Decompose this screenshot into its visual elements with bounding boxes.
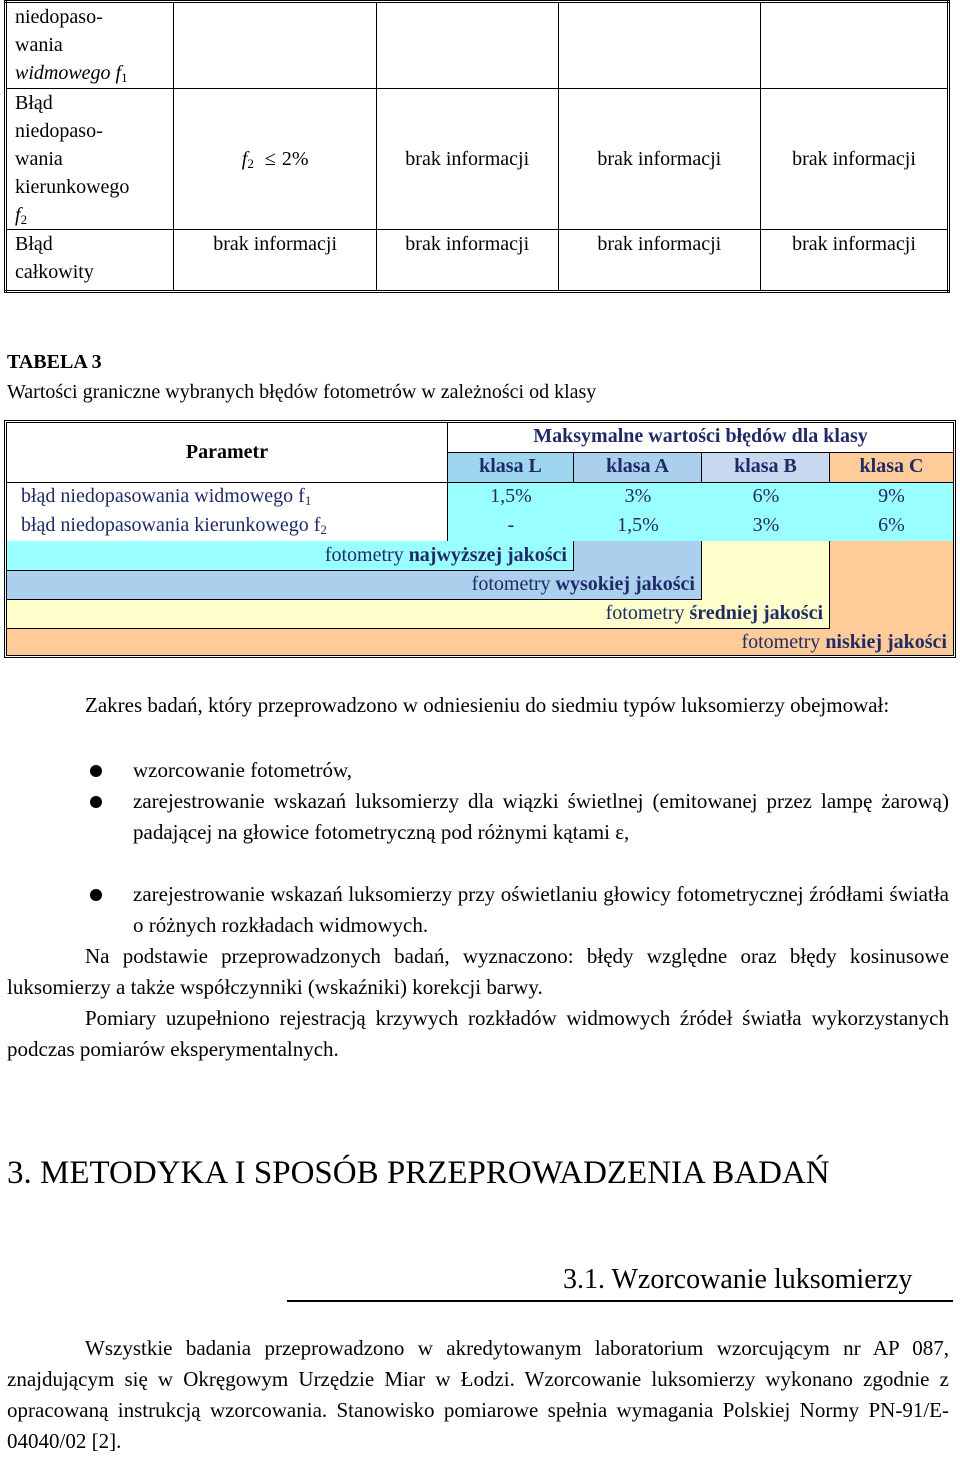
row-1-class-c (830, 483, 953, 512)
table-2-fragment (4, 0, 950, 293)
cell-value: brak informacji (405, 148, 530, 170)
label-line: f (15, 204, 21, 226)
row-1-class-b (702, 483, 830, 512)
table-row (6, 2, 949, 89)
quality-text: fotometry (741, 631, 826, 653)
row-2-class-b (702, 512, 830, 541)
paragraph: Na podstawie przeprowadzonych badań, wyznaczono: błędy względne oraz błędy kosinusowe luksomierzy a także współczynniki (wskaźniki) korekcji barwy. (7, 944, 949, 999)
quality-text-bold: najwyższej jakości (408, 544, 567, 566)
subscript: 2 (320, 522, 327, 537)
table-cell (174, 2, 376, 89)
label-line: niedopaso- (15, 6, 103, 28)
table-cell (760, 89, 948, 230)
cell-value: 1,5% (490, 485, 532, 507)
row-2-class-l (448, 512, 574, 541)
cell-value: brak informacji (792, 233, 916, 255)
label-line: wania (15, 34, 63, 56)
quality-medium-label (7, 600, 823, 629)
intro-paragraph: Zakres badań, który przeprowadzono w odniesieniu do siedmiu typów luksomierzy obejmował: (85, 693, 890, 717)
label-line: Błąd (15, 233, 53, 255)
label-line: niedopaso- (15, 120, 103, 142)
quality-low-label (7, 629, 947, 656)
quality-high-label (7, 571, 695, 600)
table-row (6, 230, 949, 292)
cell-value: 6% (752, 485, 780, 507)
row-1-label (7, 483, 448, 512)
cell-value: brak informacji (405, 233, 530, 255)
label-line: widmowego f (15, 62, 122, 84)
cell-value: brak informacji (792, 148, 916, 170)
table-cell (174, 89, 376, 230)
quality-text: fotometry (471, 573, 556, 595)
table-3-caption: Wartości graniczne wybranych błędów fotometrów w zależności od klasy (7, 381, 597, 403)
heading-underline (287, 1300, 953, 1302)
bullet-item: zarejestrowanie wskazań luksomierzy dla wiązki świetlnej (emitowanej przez lampę żarową) padającej na głowice fotometryczną pod różnymi kątami ε, (133, 789, 949, 844)
bullet-item: wzorcowanie fotometrów, (133, 758, 353, 782)
cell-value: 6% (878, 514, 905, 536)
less-equal-symbol: ≤ (264, 148, 276, 170)
quality-text-bold: niskiej jakości (825, 631, 947, 653)
row-2-class-a (574, 512, 702, 541)
cell-value: 9% (878, 485, 905, 507)
quality-text-bold: średniej jakości (689, 602, 823, 624)
quality-text: fotometry (605, 602, 690, 624)
label-line: całkowity (15, 261, 94, 283)
param-header-label: Parametr (185, 441, 269, 463)
param-header (7, 423, 448, 483)
bullet-icon (90, 765, 102, 777)
quality-text: fotometry (324, 544, 409, 566)
subscript: 2 (247, 156, 254, 171)
bullet-icon (90, 796, 102, 808)
bullet-icon (90, 889, 102, 901)
max-values-label: Maksymalne wartości błędów dla klasy (533, 425, 868, 447)
table-3-title: TABELA 3 (7, 351, 102, 373)
table-row (6, 89, 949, 230)
row-label (6, 89, 174, 230)
cell-value: 3% (752, 514, 780, 536)
table-cell (760, 2, 948, 89)
row-1-class-a (574, 483, 702, 512)
cell-value: brak informacji (213, 233, 338, 255)
table-cell (558, 230, 760, 292)
label-line: Błąd (15, 92, 53, 114)
table-cell (376, 89, 558, 230)
cell-value: 3% (624, 485, 652, 507)
cell-value: 2% (281, 148, 309, 170)
quality-text-bold: wysokiej jakości (555, 573, 695, 595)
subscript: 2 (20, 212, 28, 227)
row-label (6, 2, 174, 89)
bullet-item: zarejestrowanie wskazań luksomierzy przy oświetlaniu głowicy fotometrycznej źródłami światła o różnych rozkładach widmowych. (133, 882, 949, 937)
label-line: wania (15, 148, 63, 170)
quality-highest-label (7, 542, 567, 571)
cell-value: brak informacji (597, 233, 722, 255)
cell-value: - (507, 514, 515, 536)
class-c-header (830, 453, 953, 483)
table-cell (174, 230, 376, 292)
class-b-header (702, 453, 830, 483)
subscript: 1 (304, 493, 312, 508)
paragraph: Wszystkie badania przeprowadzono w akredytowanym laboratorium wzorcującym nr AP 087, znajdującym się w Okręgowym Urzędzie Miar w Łodzi. Wzorcowanie luksomierzy wykonano zgodnie z opracowaną instrukcją wzorcowania. Stanowisko pomiarowe spełnia wymagania Polskiej Normy PN-91/E-04040/02 [2]. (7, 1336, 949, 1453)
row-label (6, 230, 174, 292)
class-label: klasa A (606, 455, 669, 477)
table-cell (376, 230, 558, 292)
subsection-heading: 3.1. Wzorcowanie luksomierzy (563, 1264, 913, 1295)
class-l-header (448, 453, 574, 483)
class-label: klasa L (479, 455, 542, 477)
table-3 (4, 420, 956, 658)
cell-value: 1,5% (617, 514, 659, 536)
class-a-header (574, 453, 702, 483)
formula-symbol: f (241, 148, 248, 170)
cell-value: brak informacji (597, 148, 722, 170)
section-heading: 3. METODYKA I SPOSÓB PRZEPROWADZENIA BADAŃ (7, 1155, 830, 1191)
table-cell (558, 89, 760, 230)
max-values-header (448, 423, 953, 453)
paragraph: Pomiary uzupełniono rejestracją krzywych rozkładów widmowych źródeł światła wykorzystanych podczas pomiarów eksperymentalnych. (7, 1006, 949, 1061)
row-label-text: błąd niedopasowania kierunkowego f (21, 514, 321, 536)
class-label: klasa C (859, 455, 924, 477)
label-line: kierunkowego (15, 176, 130, 198)
row-2-label (7, 512, 448, 541)
row-label-text: błąd niedopasowania widmowego f (21, 485, 305, 507)
table-cell (760, 230, 948, 292)
table-cell (376, 2, 558, 89)
subscript: 1 (121, 70, 128, 85)
row-1-class-l (448, 483, 574, 512)
table-cell (558, 2, 760, 89)
class-label: klasa B (734, 455, 797, 477)
row-2-class-c (830, 512, 953, 541)
